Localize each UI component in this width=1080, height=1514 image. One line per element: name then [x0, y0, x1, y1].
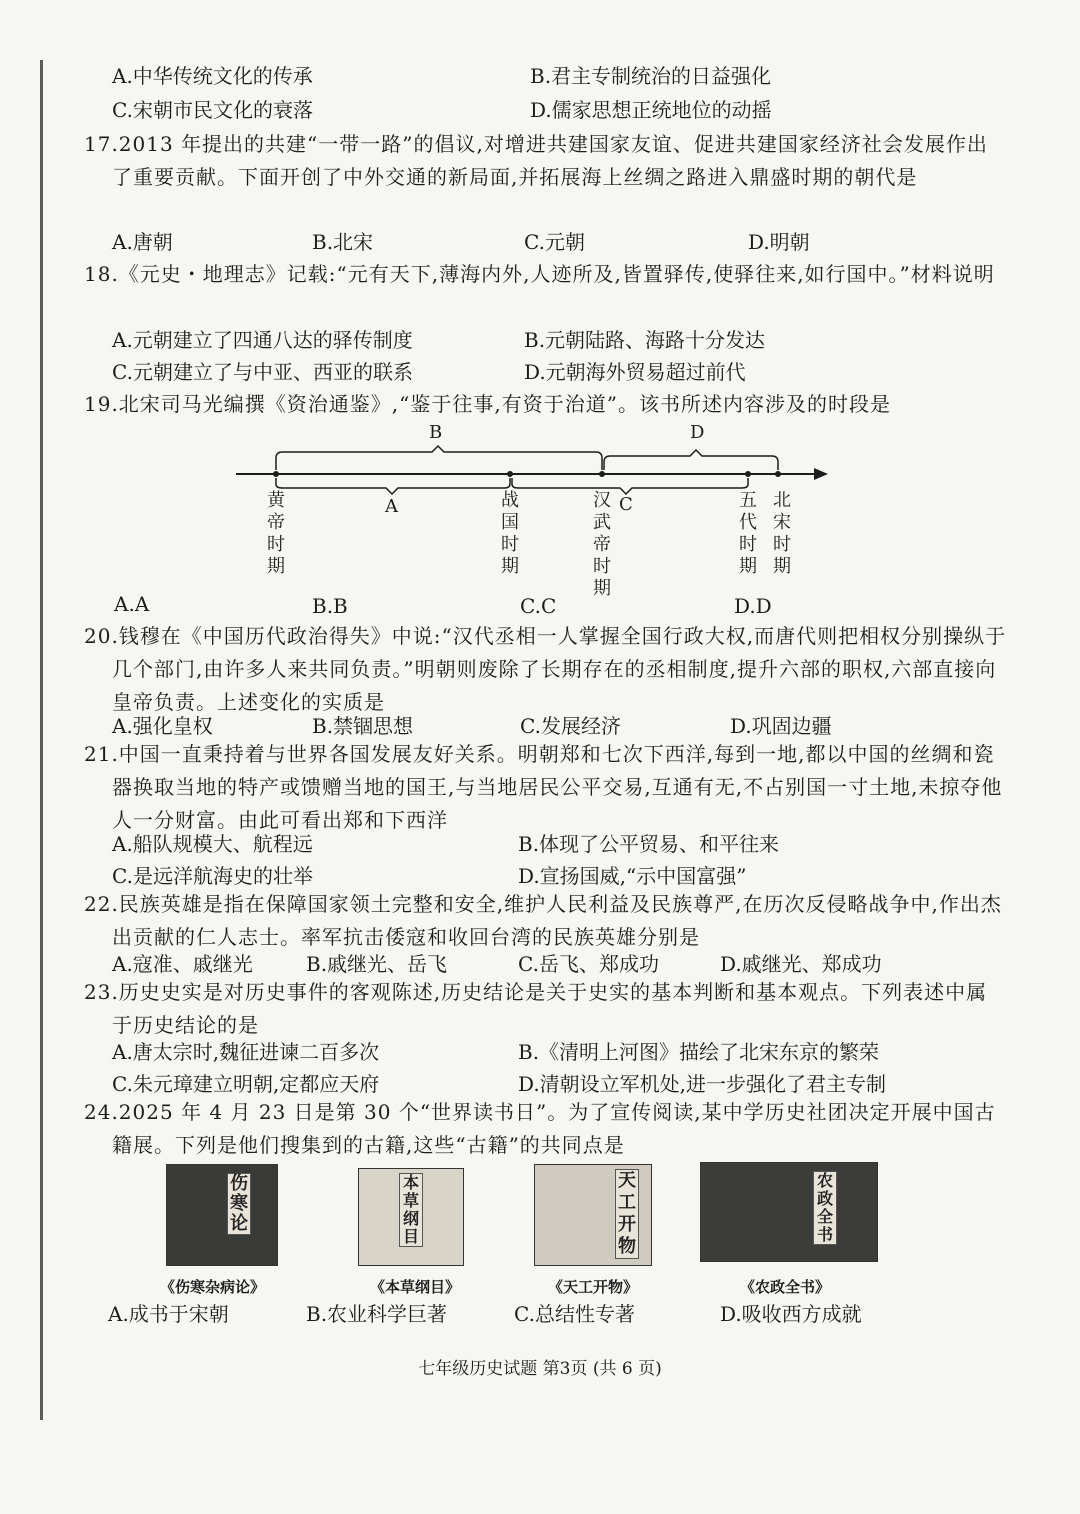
q17-option-a: A.唐朝 — [112, 230, 173, 254]
q17-option-b: B.北宋 — [312, 230, 374, 254]
q24-option-d: D.吸收西方成就 — [720, 1302, 862, 1326]
q23-option-b: B.《清明上河图》描绘了北宋东京的繁荣 — [518, 1040, 880, 1064]
q20-option-c: C.发展经济 — [520, 714, 621, 738]
q24-option-b: B.农业科学巨著 — [306, 1302, 448, 1326]
span-label-b: B — [429, 422, 443, 443]
book-image-nongzheng — [700, 1162, 878, 1262]
timeline-point-hanwudi — [599, 471, 605, 477]
q18-option-b: B.元朝陆路、海路十分发达 — [524, 328, 766, 352]
prev-option-c: C.宋朝市民文化的衰落 — [112, 98, 313, 122]
q24-stem: 24.2025 年 4 月 23 日是第 30 个“世界读书日”。为了宣传阅读,某中学历史社团决定开展中国古籍展。下列是他们搜集到的古籍,这些“古籍”的共同点是 — [84, 1100, 996, 1157]
q23-option-a: A.唐太宗时,魏征进谏二百多次 — [112, 1040, 380, 1064]
book-caption-shanghan: 《伤寒杂病论》 — [160, 1278, 266, 1296]
book-caption-tiangong: 《天工开物》 — [548, 1278, 639, 1296]
q19-option-d: D.D — [734, 594, 772, 618]
book-cover-title: 农 政 全 书 — [813, 1171, 837, 1245]
q20-option-d: D.巩固边疆 — [730, 714, 832, 738]
timeline-label-wudai: 五 代 时 期 — [739, 490, 757, 577]
brace-d — [604, 450, 778, 470]
q18-option-a: A.元朝建立了四通八达的驿传制度 — [112, 328, 413, 352]
q18-stem: 18.《元史・地理志》记载:“元有天下,薄海内外,人迹所及,皆置驿传,使驿往来,如行国中。”材料说明 — [84, 262, 995, 286]
q21-option-a: A.船队规模大、航程远 — [112, 832, 313, 856]
brace-b — [276, 446, 602, 470]
span-label-a: A — [385, 496, 398, 517]
book-caption-bencao: 《本草纲目》 — [370, 1278, 461, 1296]
book-cover-title: 天 工 开 物 — [615, 1169, 639, 1259]
brace-c — [512, 478, 748, 494]
prev-option-b: B.君主专制统治的日益强化 — [530, 64, 772, 88]
timeline-label-zhanguo: 战 国 时 期 — [501, 490, 519, 577]
timeline-label-huangdi: 黄 帝 时 期 — [267, 490, 285, 577]
q22-option-d: D.戚继光、郑成功 — [720, 952, 882, 976]
q18-option-d: D.元朝海外贸易超过前代 — [524, 360, 746, 384]
book-caption-nongzheng: 《农政全书》 — [740, 1278, 831, 1296]
timeline-point-wudai — [745, 471, 751, 477]
q19-option-b: B.B — [312, 594, 348, 618]
q21-option-d: D.宣扬国威,“示中国富强” — [518, 864, 747, 888]
timeline-label-hanwudi: 汉 武 帝 时 期 — [593, 490, 611, 599]
q24-option-c: C.总结性专著 — [514, 1302, 635, 1326]
timeline-point-zhanguo — [507, 471, 513, 477]
q20-option-a: A.强化皇权 — [112, 714, 213, 738]
prev-option-d: D.儒家思想正统地位的动摇 — [530, 98, 772, 122]
book-image-shanghan — [166, 1164, 278, 1266]
book-cover-title: 本 草 纲 目 — [399, 1173, 423, 1247]
q19-stem: 19.北宋司马光编撰《资治通鉴》,“鉴于往事,有资于治道”。该书所述内容涉及的时段是 — [84, 392, 891, 416]
span-label-d: D — [690, 422, 705, 443]
timeline-point-huangdi — [273, 471, 279, 477]
q23-option-c: C.朱元璋建立明朝,定都应天府 — [112, 1072, 380, 1096]
book-image-tiangong — [534, 1164, 652, 1266]
q18-option-c: C.元朝建立了与中亚、西亚的联系 — [112, 360, 413, 384]
brace-a — [276, 478, 510, 494]
q23-stem: 23.历史史实是对历史事件的客观陈述,历史结论是关于史实的基本判断和基本观点。下列表述中属于历史结论的是 — [84, 980, 988, 1037]
page-footer: 七年级历史试题 第3页 (共 6 页) — [418, 1359, 662, 1379]
prev-option-a: A.中华传统文化的传承 — [112, 64, 313, 88]
q19-option-c: C.C — [520, 594, 557, 618]
q17-stem: 17.2013 年提出的共建“一带一路”的倡议,对增进共建国家友谊、促进共建国家经济社会发展作出了重要贡献。下面开创了中外交通的新局面,并拓展海上丝绸之路进入鼎盛时期的朝代是 — [84, 132, 988, 189]
span-label-c: C — [619, 494, 633, 515]
q21-option-b: B.体现了公平贸易、和平往来 — [518, 832, 780, 856]
q22-option-a: A.寇准、戚继光 — [112, 952, 253, 976]
book-image-bencao — [358, 1168, 464, 1266]
q21-stem: 21.中国一直秉持着与世界各国发展友好关系。明朝郑和七次下西洋,每到一地,都以中国的丝绸和瓷器换取当地的特产或馈赠当地的国王,与当地居民公平交易,互通有无,不占别国一寸土地,未掠夺他人一分财富。由此可看出郑和下西洋 — [84, 742, 1003, 832]
timeline-point-beisong — [775, 471, 781, 477]
q17-option-c: C.元朝 — [524, 230, 585, 254]
q20-stem: 20.钱穆在《中国历代政治得失》中说:“汉代丞相一人掌握全国行政大权,而唐代则把相权分别操纵于几个部门,由许多人来共同负责。”明朝则废除了长期存在的丞相制度,提升六部的职权,六部直接向皇帝负责。上述变化的实质是 — [84, 624, 1007, 714]
q17-option-d: D.明朝 — [748, 230, 810, 254]
q19-timeline — [0, 0, 1080, 600]
q22-stem: 22.民族英雄是指在保障国家领土完整和安全,维护人民利益及民族尊严,在历次反侵略战争中,作出杰出贡献的仁人志士。率军抗击倭寇和收回台湾的民族英雄分别是 — [84, 892, 1002, 949]
q22-option-b: B.戚继光、岳飞 — [306, 952, 448, 976]
book-cover-title: 伤 寒 论 — [227, 1173, 251, 1235]
q19-option-a: A.A — [114, 592, 150, 616]
q20-option-b: B.禁锢思想 — [312, 714, 414, 738]
q21-option-c: C.是远洋航海史的壮举 — [112, 864, 313, 888]
q23-option-d: D.清朝设立军机处,进一步强化了君主专制 — [518, 1072, 887, 1096]
q22-option-c: C.岳飞、郑成功 — [518, 952, 659, 976]
q24-option-a: A.成书于宋朝 — [108, 1302, 229, 1326]
timeline-label-beisong: 北 宋 时 期 — [773, 490, 791, 577]
